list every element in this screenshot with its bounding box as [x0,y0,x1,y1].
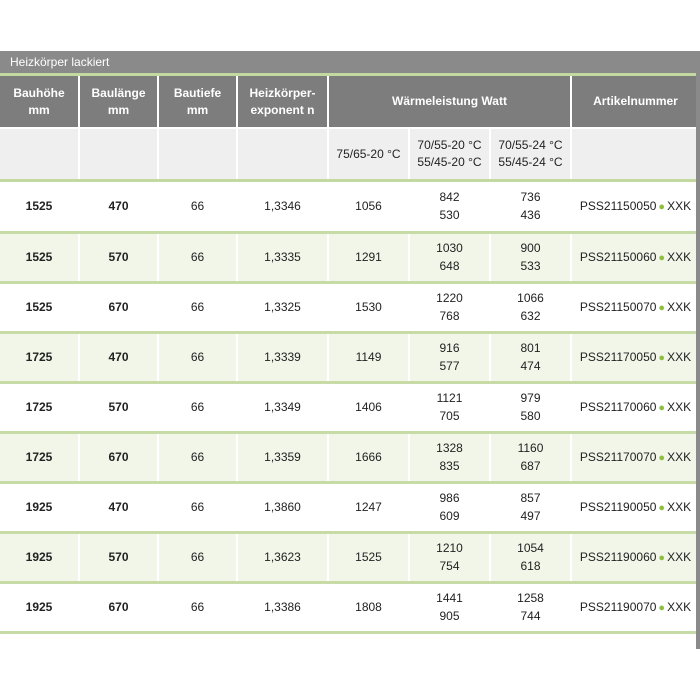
cell-watt-55-45-20: 648 [439,259,460,273]
cell-artikelnummer [571,532,700,582]
product-table-container [0,51,700,634]
cell-watt-70-55-20: 842 [439,190,460,205]
cell-bautiefe: 66 [158,482,237,532]
cell-watt-20 [409,182,490,232]
cell-watt-70-55-20: 1121 [436,391,463,405]
cell-watt-20 [409,432,490,482]
cell-exponent: 1,3623 [237,532,328,582]
subheader-temp-20 [409,128,490,179]
article-suffix: XXK [667,449,692,464]
header-bautiefe [158,76,237,128]
cell-watt-20 [409,282,490,332]
cell-artikelnummer [571,582,700,632]
table-row [0,282,700,332]
cell-watt-20 [409,582,490,632]
cell-bauhoehe: 1725 [0,332,79,382]
article-number: PSS21170070 [579,449,657,464]
cell-watt-20 [409,232,490,282]
table-row [0,382,700,432]
article-number: PSS21170050 [579,349,657,364]
cell-watt-55-45-20: 609 [439,509,460,523]
cell-watt-70-55-24: 979 [520,391,541,405]
subheader-empty-3 [158,128,237,179]
cell-watt-55-45-24: 436 [520,208,541,223]
header-bauhoehe-unit: mm [28,102,50,117]
cell-watt-75-65: 1525 [328,532,409,582]
header-waermeleistung: Wärmeleistung Watt [328,76,571,128]
cell-bautiefe: 66 [158,182,237,232]
cell-watt-55-45-20: 577 [439,359,460,373]
article-number: PSS21170060 [579,399,657,414]
cell-exponent: 1,3349 [237,382,328,432]
subheader-empty-1 [0,128,79,179]
separator-dot-icon: ● [658,501,666,514]
cell-watt-55-45-24: 632 [520,309,541,323]
cell-baulaenge: 670 [79,282,158,332]
cell-watt-70-55-20: 986 [439,491,460,505]
cell-bautiefe: 66 [158,432,237,482]
cell-bauhoehe: 1925 [0,582,79,632]
header-baulaenge-unit: mm [107,102,130,117]
cell-watt-20 [409,532,490,582]
header-exponent [237,76,328,128]
cell-artikelnummer [571,282,700,332]
cell-watt-75-65: 1666 [328,432,409,482]
cell-watt-55-45-24: 580 [520,409,541,423]
cell-bauhoehe: 1925 [0,482,79,532]
table-title: Heizkörper lackiert [0,51,700,73]
header-artikelnummer: Artikelnummer [571,76,700,128]
cell-watt-20 [409,482,490,532]
table-row [0,332,700,382]
cell-bautiefe: 66 [158,282,237,332]
subheader-row [0,128,700,179]
separator-dot-icon: ● [658,200,666,213]
cell-watt-70-55-20: 1210 [436,541,463,555]
cell-bauhoehe: 1925 [0,532,79,582]
cell-watt-75-65: 1247 [328,482,409,532]
cell-watt-55-45-24: 618 [520,559,541,573]
cell-watt-75-65: 1149 [328,332,409,382]
cell-baulaenge: 470 [79,182,158,232]
cell-watt-55-45-24: 744 [520,609,541,623]
cell-bautiefe: 66 [158,232,237,282]
cell-watt-55-45-20: 768 [439,309,460,323]
cell-artikelnummer [571,332,700,382]
header-bautiefe-unit: mm [186,102,209,117]
table-body [0,182,700,632]
article-number: PSS21150070 [579,299,657,314]
subheader-empty-8 [571,128,700,179]
cell-watt-70-55-20: 1030 [436,241,463,255]
cell-watt-70-55-20: 1328 [436,441,463,455]
cell-watt-55-45-20: 905 [439,609,460,623]
cell-baulaenge: 570 [79,532,158,582]
article-suffix: XXK [667,299,692,314]
cell-exponent: 1,3359 [237,432,328,482]
radiator-spec-table [0,76,700,634]
header-exponent-line2: exponent n [250,102,315,117]
cell-watt-55-45-24: 497 [520,509,541,523]
table-row [0,182,700,232]
cell-watt-70-55-24: 736 [520,190,541,205]
cell-exponent: 1,3325 [237,282,328,332]
cell-bauhoehe: 1525 [0,182,79,232]
cell-bauhoehe: 1525 [0,232,79,282]
cell-watt-24 [490,432,571,482]
cell-baulaenge: 470 [79,482,158,532]
cell-watt-24 [490,232,571,282]
cell-watt-24 [490,582,571,632]
article-suffix: XXK [667,499,692,514]
cell-watt-55-45-24: 533 [520,259,541,273]
subheader-empty-4 [237,128,328,179]
cell-watt-70-55-24: 1160 [517,441,544,455]
article-suffix: XXK [667,399,692,414]
table-row [0,232,700,282]
article-suffix: XXK [667,549,692,564]
cell-watt-70-55-24: 900 [520,241,541,255]
subheader-empty-2 [79,128,158,179]
cell-watt-20 [409,332,490,382]
cell-watt-24 [490,482,571,532]
right-edge-bar [696,51,700,649]
cell-watt-70-55-24: 801 [520,341,541,355]
subheader-temp-24 [490,128,571,179]
cell-exponent: 1,3346 [237,182,328,232]
separator-dot-icon: ● [658,351,666,364]
cell-bautiefe: 66 [158,382,237,432]
article-suffix: XXK [667,349,692,364]
cell-watt-24 [490,382,571,432]
header-exponent-line1: Heizkörper- [249,85,316,100]
cell-watt-70-55-20: 916 [439,341,460,355]
cell-exponent: 1,3386 [237,582,328,632]
article-suffix: XXK [667,249,692,264]
cell-watt-75-65: 1406 [328,382,409,432]
article-number: PSS21190070 [579,599,657,614]
article-number: PSS21190050 [579,499,657,514]
separator-dot-icon: ● [658,401,666,414]
subheader-temp-20-line1: 70/55-20 °C [417,138,482,152]
cell-exponent: 1,3339 [237,332,328,382]
cell-bautiefe: 66 [158,582,237,632]
separator-dot-icon: ● [658,451,666,464]
cell-watt-24 [490,532,571,582]
subheader-temp-24-line1: 70/55-24 °C [498,138,563,152]
header-bautiefe-label: Bautiefe [173,85,222,100]
cell-watt-70-55-20: 1220 [436,291,463,305]
cell-artikelnummer [571,182,700,232]
cell-watt-55-45-20: 530 [439,208,460,223]
cell-watt-75-65: 1808 [328,582,409,632]
cell-watt-70-55-24: 1258 [517,591,544,605]
separator-dot-icon: ● [658,301,666,314]
cell-watt-24 [490,332,571,382]
cell-watt-24 [490,282,571,332]
table-row [0,432,700,482]
cell-bautiefe: 66 [158,532,237,582]
cell-watt-75-65: 1056 [328,182,409,232]
cell-bauhoehe: 1725 [0,432,79,482]
cell-watt-55-45-20: 754 [439,559,460,573]
table-row [0,532,700,582]
article-number: PSS21190060 [579,549,657,564]
cell-watt-70-55-24: 1054 [517,541,544,555]
article-suffix: XXK [667,599,692,614]
article-number: PSS21150050 [579,198,657,213]
table-row [0,582,700,632]
cell-exponent: 1,3335 [237,232,328,282]
cell-exponent: 1,3860 [237,482,328,532]
cell-watt-20 [409,382,490,432]
article-suffix: XXK [667,198,692,213]
header-bauhoehe [0,76,79,128]
header-baulaenge-label: Baulänge [91,85,146,100]
cell-bautiefe: 66 [158,332,237,382]
separator-dot-icon: ● [658,551,666,564]
subheader-temp-20-line2: 55/45-20 °C [417,155,482,169]
cell-watt-75-65: 1530 [328,282,409,332]
cell-bauhoehe: 1725 [0,382,79,432]
separator-dot-icon: ● [658,251,666,264]
cell-watt-55-45-20: 705 [439,409,460,423]
header-baulaenge [79,76,158,128]
cell-artikelnummer [571,482,700,532]
table-row [0,482,700,532]
cell-watt-75-65: 1291 [328,232,409,282]
cell-watt-55-45-24: 474 [520,359,541,373]
cell-artikelnummer [571,432,700,482]
subheader-temp-24-line2: 55/45-24 °C [498,155,563,169]
article-number: PSS21150060 [579,249,657,264]
cell-watt-70-55-24: 857 [520,491,541,505]
subheader-temp-75-65: 75/65-20 °C [328,128,409,179]
cell-baulaenge: 570 [79,382,158,432]
cell-baulaenge: 670 [79,432,158,482]
header-row [0,76,700,128]
cell-watt-70-55-20: 1441 [436,591,463,605]
cell-artikelnummer [571,382,700,432]
cell-bauhoehe: 1525 [0,282,79,332]
cell-watt-55-45-24: 687 [520,459,541,473]
cell-baulaenge: 670 [79,582,158,632]
header-bauhoehe-label: Bauhöhe [13,85,65,100]
cell-watt-55-45-20: 835 [439,459,460,473]
cell-watt-70-55-24: 1066 [517,291,544,305]
cell-artikelnummer [571,232,700,282]
cell-baulaenge: 470 [79,332,158,382]
cell-watt-24 [490,182,571,232]
separator-dot-icon: ● [658,601,666,614]
cell-baulaenge: 570 [79,232,158,282]
